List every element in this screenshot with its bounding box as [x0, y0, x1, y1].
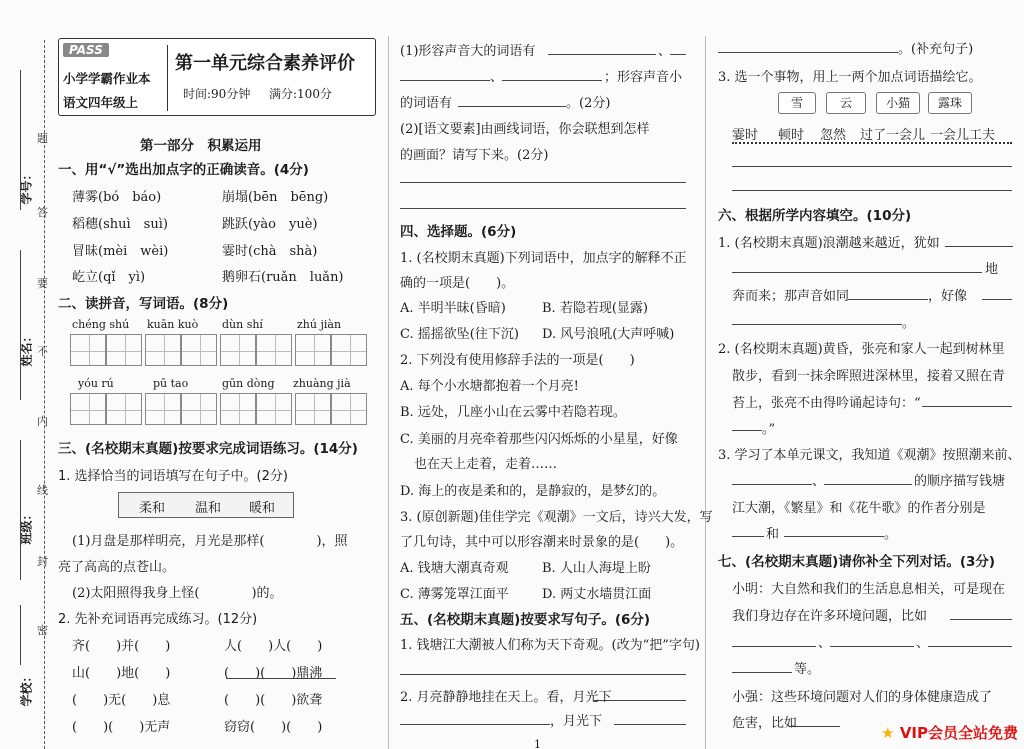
writing-box[interactable] [295, 334, 331, 366]
choice-option[interactable]: D. 风号浪吼(大声呼喊) [542, 327, 675, 342]
q4-1-stem-cont[interactable]: 确的一项是( )。 [400, 276, 515, 291]
c2-line5: 的画面？请写下来。(2分) [400, 148, 549, 163]
header-divider [167, 45, 168, 111]
fill-line[interactable] [20, 70, 21, 210]
answer-line[interactable] [982, 299, 1012, 300]
q7-title: 七、(名校期末真题)请你补全下列对话。(3分) [718, 554, 996, 570]
answer-line[interactable] [848, 299, 928, 300]
reading-item[interactable]: 薄雾(bó báo) [72, 190, 162, 205]
dotted-word: 霎时 [732, 128, 759, 143]
q4-3-stem-cont[interactable]: 了几句诗，其中可以形容潮来时景象的是( )。 [400, 535, 684, 550]
answer-line[interactable] [400, 674, 686, 675]
answer-line[interactable] [614, 724, 686, 725]
answer-line[interactable] [732, 536, 764, 537]
pinyin-label: kuān kuò [147, 318, 199, 331]
seal-char: 内 [37, 415, 48, 428]
underline [226, 678, 336, 679]
time-label: 时间:90分钟 [183, 87, 251, 101]
answer-line[interactable] [732, 484, 812, 485]
word-bank-item: 暖和 [249, 501, 276, 516]
fill-line[interactable] [20, 250, 21, 400]
quote-close: 。” [762, 422, 776, 437]
q7-line-c: 等。 [794, 662, 821, 677]
q3-title: 三、(名校期末真题)按要求完成词语练习。(14分) [58, 441, 358, 457]
q5-title: 五、(名校期末真题)按要求写句子。(6分) [400, 612, 651, 628]
answer-line[interactable] [732, 272, 982, 273]
idiom-fill[interactable]: ( )( )欲聋 [224, 693, 323, 708]
choice-option[interactable]: A. 钱塘大潮真奇观 [400, 561, 509, 576]
c2-line4: (2)[语文要素]由画线词语，你会联想到怎样 [400, 122, 650, 137]
idiom-fill[interactable]: ( )无( )息 [72, 693, 171, 708]
answer-line[interactable] [732, 430, 762, 431]
pinyin-label: yóu rú [78, 377, 114, 390]
q1-title: 一、用“√”选出加点字的正确读音。(4分) [58, 162, 309, 178]
pinyin-label: dùn shí [222, 318, 263, 331]
q4-2-stem[interactable]: 2. 下列没有使用修辞手法的一项是( ) [400, 353, 635, 368]
writing-box[interactable] [331, 334, 367, 366]
writing-box[interactable] [70, 393, 106, 425]
answer-line[interactable] [400, 80, 490, 81]
writing-box[interactable] [145, 334, 181, 366]
answer-line[interactable] [670, 54, 686, 55]
q7-line-b: 我们身边存在许多环境问题，比如 [732, 609, 928, 624]
answer-line[interactable] [922, 406, 1012, 407]
choice-option[interactable]: C. 薄雾笼罩江面平 [400, 587, 509, 602]
answer-line[interactable] [824, 484, 912, 485]
q7-line-a: 小明：大自然和我们的生活息息相关，可是现在 [732, 582, 1006, 597]
reading-item[interactable]: 霎时(chà shà) [222, 244, 318, 259]
c3-top: 。(补充句子) [898, 42, 974, 57]
answer-line[interactable] [945, 246, 1013, 247]
reading-item[interactable]: 跳跃(yào yuè) [222, 217, 318, 232]
pinyin-label: gūn dòng [222, 377, 275, 390]
choice-option[interactable]: B. 远处，几座小山在云雾中若隐若现。 [400, 405, 626, 420]
side-label-name: 姓名： [19, 330, 34, 367]
column-divider [388, 36, 389, 749]
q6-1-c: 奔而来；那声音如同 [732, 289, 850, 304]
answer-line[interactable] [732, 646, 816, 647]
q2-title: 二、读拼音，写词语。(8分) [58, 296, 229, 312]
choice-option[interactable]: A. 半明半昧(昏暗) [400, 301, 506, 316]
reading-item[interactable]: 崩塌(bēn bēng) [222, 190, 329, 205]
score-label: 满分:100分 [269, 87, 332, 101]
q3-sentence1-cont: 亮了高高的点苍山。 [58, 560, 176, 575]
comma: 、 [658, 44, 672, 59]
answer-line[interactable] [928, 646, 1012, 647]
word-bank [118, 492, 294, 518]
reading-item[interactable]: 屹立(qǐ yì) [72, 270, 146, 285]
period: 。 [902, 316, 916, 331]
q4-1-stem: 1. (名校期末真题)下列词语中，加点字的解释不正 [400, 251, 687, 266]
page-title: 第一单元综合素养评价 [175, 53, 355, 74]
vip-text: VIP会员全站免费 [899, 724, 1018, 742]
q6-3-d: 和 [766, 527, 780, 542]
q5-1-stem: 1. 钱塘江大潮被人们称为天下奇观。(改为“把”字句) [400, 638, 700, 653]
pass-logo: PASS [63, 43, 109, 57]
writing-box[interactable] [106, 393, 142, 425]
writing-box[interactable] [220, 393, 256, 425]
choice-option[interactable]: A. 每个小水塘都抱着一个月亮! [400, 379, 579, 394]
binding-line [44, 40, 45, 749]
answer-line[interactable] [784, 536, 884, 537]
q6-1-d: ，好像 [928, 289, 968, 304]
q5-2-stem-cont: ，月光下 [550, 714, 603, 729]
answer-line[interactable] [594, 700, 686, 701]
writing-box[interactable] [295, 393, 331, 425]
answer-line[interactable] [718, 52, 898, 53]
seal-char: 要 [37, 277, 48, 290]
answer-line[interactable] [400, 208, 686, 209]
writing-box[interactable] [181, 334, 217, 366]
comma: 、 [818, 636, 832, 651]
q7-line-e: 危害，比如 [732, 716, 798, 731]
answer-line[interactable] [732, 190, 1012, 191]
comma: 、 [812, 474, 826, 489]
reading-item[interactable]: 鹅卵石(ruǎn luǎn) [222, 270, 344, 285]
grade-label: 语文四年级上 [63, 95, 139, 110]
q3-sentence1[interactable]: (1)月盘是那样明亮，月光是那样( )，照 [72, 534, 348, 549]
writing-box[interactable] [256, 393, 292, 425]
q6-2-a: 2. (名校期末真题)黄昏，张亮和家人一起到树林里 [718, 342, 1005, 357]
seal-char: 不 [37, 345, 48, 358]
thing-option[interactable]: 小猫 [876, 92, 920, 114]
answer-line[interactable] [548, 54, 656, 55]
comma: 、 [490, 70, 504, 85]
choice-option[interactable]: C. 美丽的月亮牵着那些闪闪烁烁的小星星，好像 [400, 432, 678, 447]
word-bank-item: 温和 [195, 501, 222, 516]
reading-item[interactable]: 冒昧(mèi wèi) [72, 244, 169, 259]
period: 。 [884, 527, 898, 542]
choice-option-cont: 也在天上走着，走着…… [414, 457, 558, 472]
side-label-school: 学校： [19, 670, 34, 707]
answer-line[interactable] [458, 106, 566, 107]
emphasis-dots [732, 142, 1012, 144]
q4-title: 四、选择题。(6分) [400, 224, 517, 240]
q6-3-c: 江大潮，《繁星》和《花牛歌》的作者分别是 [732, 501, 986, 516]
brand-name: 小学学霸作业本 [63, 71, 151, 86]
star-icon: ★ [881, 724, 895, 742]
writing-box[interactable] [331, 393, 367, 425]
thing-option[interactable]: 露珠 [928, 92, 972, 114]
q3-sub2: 2. 先补充词语再完成练习。(12分) [58, 612, 258, 627]
writing-box[interactable] [220, 334, 256, 366]
comma: 、 [916, 636, 930, 651]
idiom-fill[interactable]: ( )( )鼎沸 [224, 666, 323, 681]
column-divider [705, 36, 706, 749]
q6-2-c: 苔上，张亮不由得吟诵起诗句：“ [732, 396, 921, 411]
header-box [58, 38, 376, 116]
part-title: 第一部分 积累运用 [140, 138, 262, 154]
fill-line[interactable] [20, 605, 21, 665]
writing-box[interactable] [106, 334, 142, 366]
answer-line[interactable] [732, 324, 902, 325]
reading-item[interactable]: 稻穗(shuì suì) [72, 217, 168, 232]
fill-line[interactable] [20, 440, 21, 580]
q7-line-d: 小强：这些环境问题对人们的身体健康造成了 [732, 690, 993, 705]
c2-line1: (1)形容声音大的词语有 [400, 44, 536, 59]
q5-2-stem: 2. 月亮静静地挂在天上。看，月光下 [400, 690, 612, 705]
q6-1-a: 1. (名校期末真题)浪潮越来越近，犹如 [718, 236, 940, 251]
pinyin-label: pū tao [153, 377, 189, 390]
q6-1-b: 地 [985, 262, 999, 277]
c3-q3: 3. 选一个事物，用上一两个加点词语描绘它。 [718, 70, 982, 85]
answer-line[interactable] [502, 80, 602, 81]
writing-box[interactable] [145, 393, 181, 425]
idiom-fill[interactable]: ( )( )无声 [72, 720, 171, 735]
writing-box[interactable] [70, 334, 106, 366]
word-bank-item: 柔和 [139, 501, 166, 516]
thing-option[interactable]: 雪 [778, 92, 816, 114]
q6-3-a: 3. 学习了本单元课文，我知道《观潮》按照潮来前、 [718, 448, 1021, 463]
choice-option[interactable]: B. 若隐若现(显露) [542, 301, 648, 316]
answer-line[interactable] [950, 619, 1012, 620]
side-label-class: 班级： [19, 508, 34, 545]
answer-line[interactable] [400, 182, 686, 183]
choice-option[interactable]: D. 海上的夜是柔和的，是静寂的，是梦幻的。 [400, 484, 666, 499]
dotted-word: 过了一会儿 [860, 128, 926, 143]
side-label-student-id: 学号： [19, 168, 34, 205]
answer-line[interactable] [732, 672, 792, 673]
writing-box[interactable] [256, 334, 292, 366]
q6-2-b: 散步，看到一抹余晖照进深林里，接着又照在青 [732, 369, 1006, 384]
q6-3-b: 的顺序描写钱塘 [914, 474, 1006, 489]
answer-line[interactable] [830, 646, 914, 647]
q4-3-stem: 3. (原创新题)佳佳学完《观潮》一文后，诗兴大发，写 [400, 510, 713, 525]
writing-box[interactable] [181, 393, 217, 425]
seal-char: 封 [37, 555, 48, 568]
c2-line3b: 。(2分) [566, 96, 611, 111]
q6-title: 六、根据所学内容填空。(10分) [718, 208, 912, 224]
pinyin-label: zhuàng jià [293, 377, 351, 390]
c2-line2: ；形容声音小 [604, 70, 683, 85]
seal-char: 答 [37, 206, 48, 219]
idiom-fill[interactable]: 窃窃( )( ) [224, 720, 323, 735]
dotted-word: 一会儿工夫 [930, 128, 996, 143]
seal-char: 线 [37, 484, 48, 497]
choice-option[interactable]: D. 两丈水墙贯江面 [542, 587, 652, 602]
pinyin-label: chéng shú [72, 318, 130, 331]
seal-char: 题 [37, 132, 48, 145]
idiom-fill[interactable]: 齐( )并( ) [72, 639, 171, 654]
idiom-fill[interactable]: 山( )地( ) [72, 666, 171, 681]
q3-sub1: 1. 选择恰当的词语填写在句子中。(2分) [58, 469, 288, 484]
choice-option[interactable]: B. 人山人海堤上盼 [542, 561, 651, 576]
idiom-fill[interactable]: 人( )人( ) [224, 639, 323, 654]
seal-char: 密 [37, 624, 48, 637]
dotted-word: 忽然 [820, 128, 847, 143]
thing-option[interactable]: 云 [826, 92, 866, 114]
vip-banner[interactable] [881, 722, 1018, 743]
choice-option[interactable]: C. 摇摇欲坠(往下沉) [400, 327, 519, 342]
c2-line3: 的词语有 [400, 96, 453, 111]
answer-line[interactable] [400, 724, 550, 725]
answer-line[interactable] [732, 166, 1012, 167]
page-number: 1 [534, 738, 541, 749]
pinyin-label: zhú jiàn [297, 318, 342, 331]
q3-sentence2[interactable]: (2)太阳照得我身上怪( )的。 [72, 586, 283, 601]
dotted-word: 顿时 [778, 128, 805, 143]
answer-line[interactable] [790, 726, 840, 727]
